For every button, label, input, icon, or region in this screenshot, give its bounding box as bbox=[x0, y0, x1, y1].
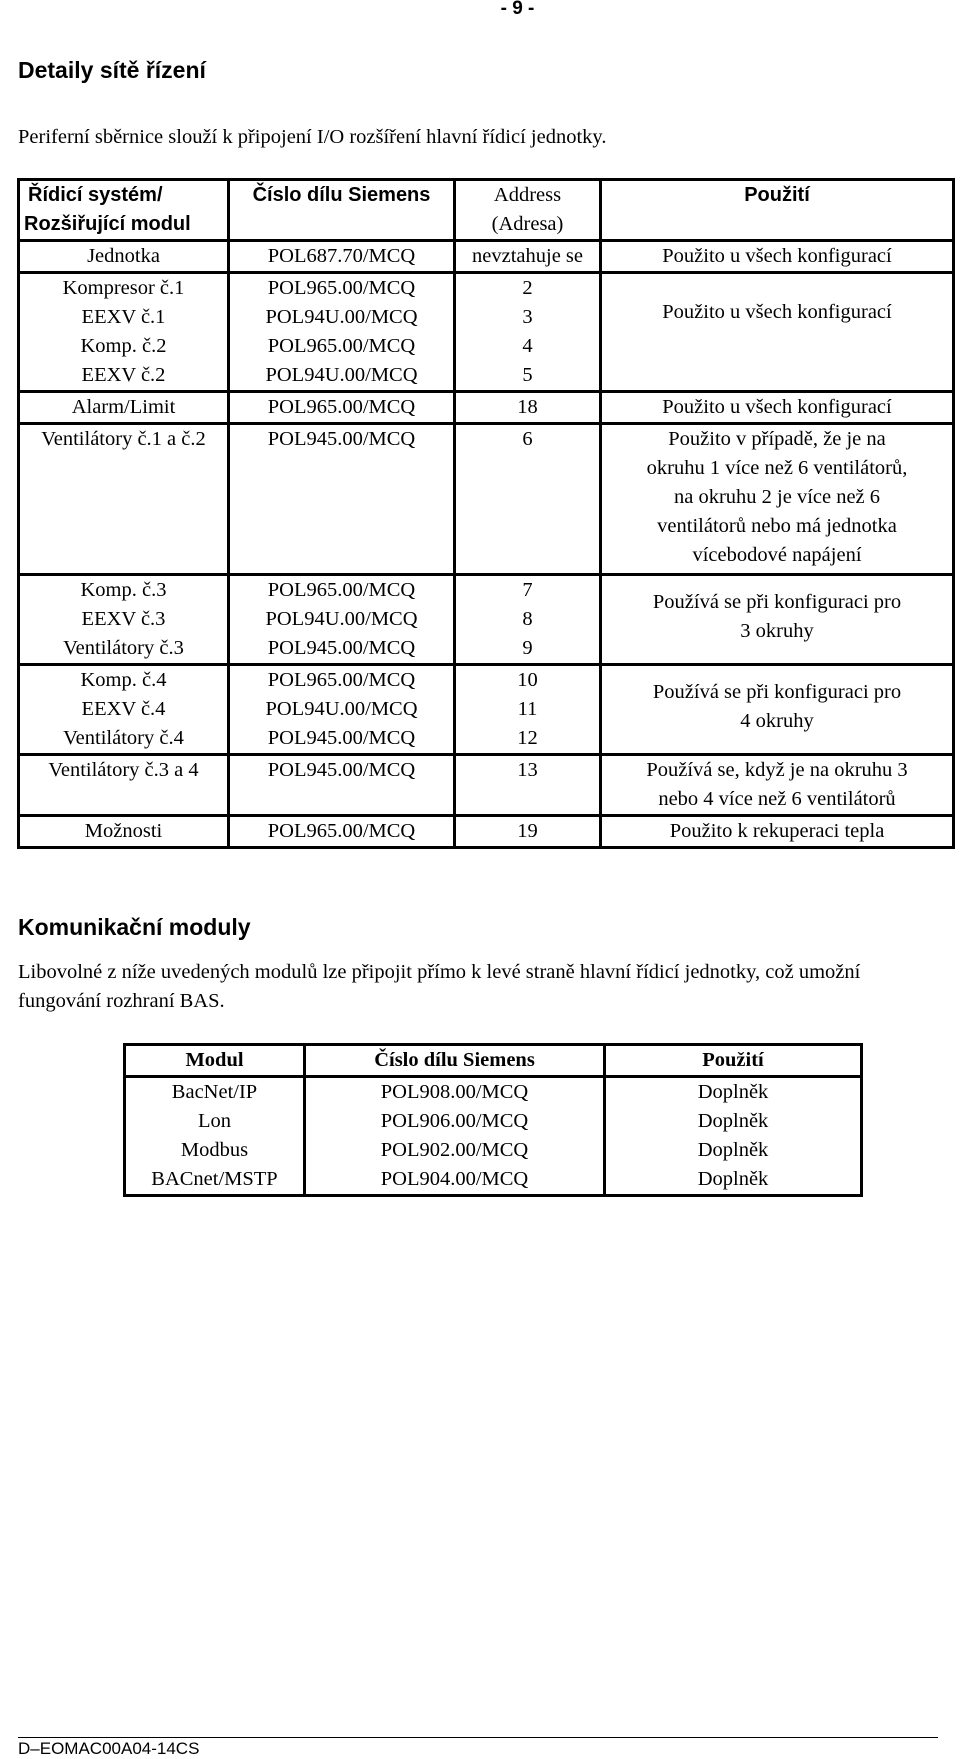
document-code: D–EOMAC00A04-14CS bbox=[18, 1739, 200, 1758]
cell-part: POL906.00/MCQ bbox=[305, 1107, 605, 1136]
cell-address: 8 bbox=[455, 605, 601, 634]
footer-divider bbox=[18, 1737, 938, 1738]
cell-address: 10 bbox=[455, 665, 601, 696]
cell-part: POL94U.00/MCQ bbox=[229, 605, 455, 634]
cell-module: Ventilátory č.4 bbox=[19, 724, 229, 755]
header-module: Modul bbox=[125, 1045, 305, 1077]
cell-address: 5 bbox=[455, 361, 601, 392]
cell-module: Komp. č.2 bbox=[19, 332, 229, 361]
communication-modules-table bbox=[123, 1043, 863, 1197]
header-part-number: Číslo dílu Siemens bbox=[229, 180, 455, 241]
cell-usage: Používá se, když je na okruhu 3 nebo 4 více než 6 ventilátorů bbox=[601, 755, 954, 816]
table-row bbox=[19, 755, 954, 816]
cell-module: Komp. č.4 bbox=[19, 665, 229, 696]
cell-module: Ventilátory č.3 bbox=[19, 634, 229, 665]
cell-usage: Doplněk bbox=[605, 1107, 862, 1136]
cell-address: 7 bbox=[455, 575, 601, 606]
cell-module: EEXV č.3 bbox=[19, 605, 229, 634]
cell-address: 13 bbox=[455, 755, 601, 816]
cell-part: POL965.00/MCQ bbox=[229, 392, 455, 424]
cell-part: POL945.00/MCQ bbox=[229, 634, 455, 665]
section-title-communication-modules: Komunikační moduly bbox=[18, 914, 251, 940]
table-row bbox=[19, 392, 954, 424]
header-part-number: Číslo dílu Siemens bbox=[305, 1045, 605, 1077]
cell-usage: Použito v případě, že je na okruhu 1 více než 6 ventilátorů, na okruhu 2 je více než 6 ventilátorů nebo má jednotka vícebodové napájení bbox=[601, 424, 954, 575]
cell-module: Ventilátory č.3 a 4 bbox=[19, 755, 229, 816]
cell-module: Možnosti bbox=[19, 816, 229, 848]
table-row bbox=[125, 1107, 862, 1136]
table-row bbox=[19, 273, 954, 304]
cell-part: POL945.00/MCQ bbox=[229, 755, 455, 816]
table-header-row bbox=[19, 180, 954, 241]
table-row bbox=[19, 816, 954, 848]
cell-usage: Použito k rekuperaci tepla bbox=[601, 816, 954, 848]
cell-address: 18 bbox=[455, 392, 601, 424]
cell-usage: Doplněk bbox=[605, 1077, 862, 1108]
header-address: Address (Adresa) bbox=[455, 180, 601, 241]
cell-part: POL965.00/MCQ bbox=[229, 332, 455, 361]
cell-module: EEXV č.1 bbox=[19, 303, 229, 332]
cell-module: Alarm/Limit bbox=[19, 392, 229, 424]
cell-part: POL687.70/MCQ bbox=[229, 241, 455, 273]
cell-address: nevztahuje se bbox=[455, 241, 601, 273]
cell-part: POL965.00/MCQ bbox=[229, 665, 455, 696]
cell-address: 2 bbox=[455, 273, 601, 304]
cell-part: POL965.00/MCQ bbox=[229, 273, 455, 304]
cell-module: BacNet/IP bbox=[125, 1077, 305, 1108]
header-control-system: Řídicí systém/ Rozšiřující modul bbox=[19, 180, 229, 241]
section-intro-peripheral-bus: Periferní sběrnice slouží k připojení I/O rozšíření hlavní řídicí jednotky. bbox=[18, 126, 607, 148]
cell-module: Lon bbox=[125, 1107, 305, 1136]
cell-module: EEXV č.2 bbox=[19, 361, 229, 392]
header-usage: Použití bbox=[601, 180, 954, 241]
cell-part: POL945.00/MCQ bbox=[229, 424, 455, 575]
cell-usage: Používá se při konfiguraci pro 3 okruhy bbox=[601, 575, 954, 665]
cell-module: Ventilátory č.1 a č.2 bbox=[19, 424, 229, 575]
cell-usage: Doplněk bbox=[605, 1136, 862, 1165]
cell-address: 12 bbox=[455, 724, 601, 755]
cell-part: POL965.00/MCQ bbox=[229, 816, 455, 848]
cell-address: 11 bbox=[455, 695, 601, 724]
table-row bbox=[125, 1077, 862, 1108]
cell-module: Jednotka bbox=[19, 241, 229, 273]
cell-part: POL94U.00/MCQ bbox=[229, 303, 455, 332]
table-row bbox=[19, 575, 954, 606]
cell-usage: Použito u všech konfigurací bbox=[601, 273, 954, 392]
cell-usage: Doplněk bbox=[605, 1165, 862, 1196]
cell-address: 4 bbox=[455, 332, 601, 361]
cell-address: 9 bbox=[455, 634, 601, 665]
cell-part: POL94U.00/MCQ bbox=[229, 361, 455, 392]
cell-address: 19 bbox=[455, 816, 601, 848]
cell-part: POL904.00/MCQ bbox=[305, 1165, 605, 1196]
table-row bbox=[125, 1136, 862, 1165]
cell-module: Kompresor č.1 bbox=[19, 273, 229, 304]
control-network-table bbox=[17, 178, 955, 849]
cell-module: EEXV č.4 bbox=[19, 695, 229, 724]
cell-part: POL94U.00/MCQ bbox=[229, 695, 455, 724]
table-row bbox=[19, 241, 954, 273]
cell-module: Komp. č.3 bbox=[19, 575, 229, 606]
cell-usage: Použito u všech konfigurací bbox=[601, 392, 954, 424]
section-title-control-network: Detaily sítě řízení bbox=[18, 57, 206, 83]
cell-part: POL965.00/MCQ bbox=[229, 575, 455, 606]
cell-address: 6 bbox=[455, 424, 601, 575]
section-intro-communication: Libovolné z níže uvedených modulů lze připojit přímo k levé straně hlavní řídicí jednotky, což umožní fungování rozhraní BAS. bbox=[18, 961, 861, 1012]
cell-part: POL945.00/MCQ bbox=[229, 724, 455, 755]
table-row bbox=[19, 424, 954, 575]
cell-module: BACnet/MSTP bbox=[125, 1165, 305, 1196]
table-row bbox=[125, 1165, 862, 1196]
cell-usage: Použito u všech konfigurací bbox=[601, 241, 954, 273]
table-row bbox=[19, 665, 954, 696]
header-usage: Použití bbox=[605, 1045, 862, 1077]
table-header-row bbox=[125, 1045, 862, 1077]
cell-part: POL902.00/MCQ bbox=[305, 1136, 605, 1165]
page-number: - 9 - bbox=[500, 0, 535, 19]
cell-module: Modbus bbox=[125, 1136, 305, 1165]
cell-part: POL908.00/MCQ bbox=[305, 1077, 605, 1108]
cell-usage: Používá se při konfiguraci pro 4 okruhy bbox=[601, 665, 954, 755]
cell-address: 3 bbox=[455, 303, 601, 332]
